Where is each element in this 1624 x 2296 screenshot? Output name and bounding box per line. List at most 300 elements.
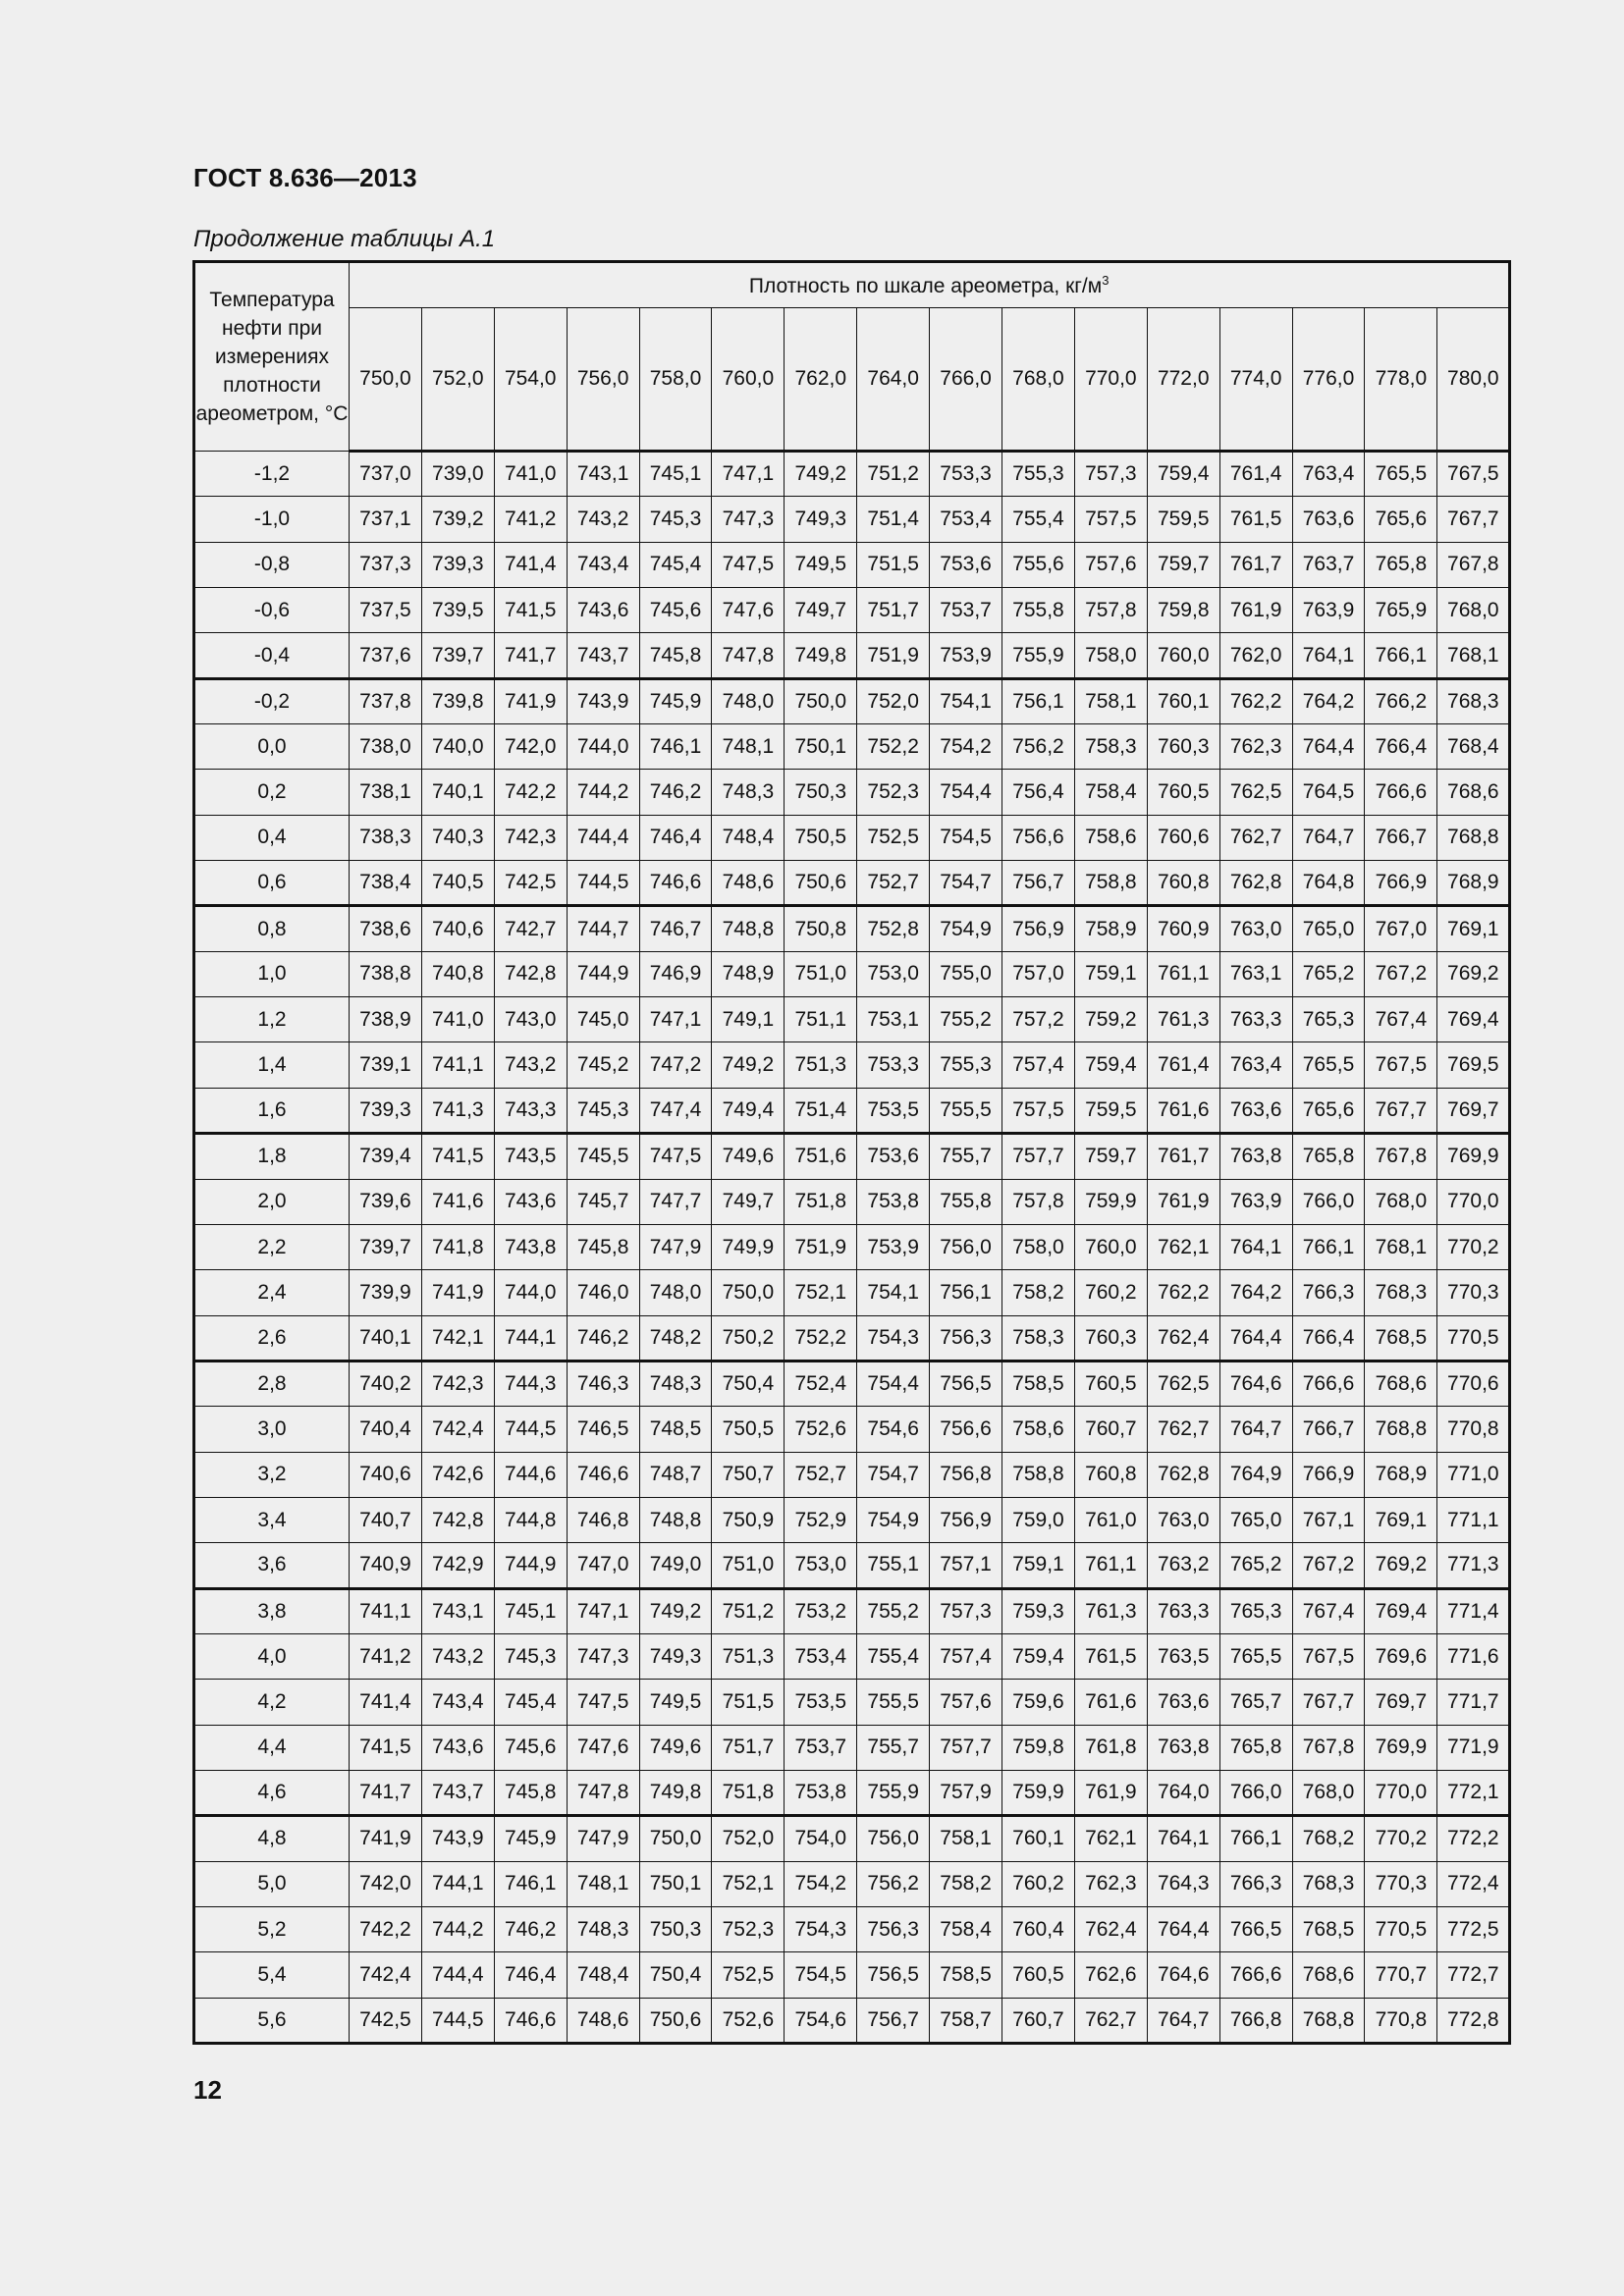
density-cell: 762,7 <box>1147 1407 1219 1452</box>
density-cell: 750,2 <box>712 1315 785 1361</box>
density-cell: 757,4 <box>930 1633 1002 1679</box>
density-cell: 742,5 <box>494 861 567 906</box>
table-row <box>194 1179 1510 1224</box>
density-cell: 770,2 <box>1437 1224 1510 1269</box>
density-cell: 760,0 <box>1074 1224 1147 1269</box>
table-row <box>194 1270 1510 1315</box>
density-cell: 768,6 <box>1437 770 1510 815</box>
density-cell: 740,9 <box>350 1543 422 1588</box>
density-cell: 764,7 <box>1219 1407 1292 1452</box>
density-cell: 752,2 <box>857 724 930 770</box>
density-cell: 764,1 <box>1147 1816 1219 1861</box>
density-cell: 742,0 <box>350 1861 422 1906</box>
density-cell: 753,7 <box>930 588 1002 633</box>
density-cell: 752,3 <box>857 770 930 815</box>
density-cell: 749,2 <box>785 452 857 497</box>
temperature-cell: 4,0 <box>194 1633 350 1679</box>
density-cell: 762,1 <box>1147 1224 1219 1269</box>
density-cell: 763,4 <box>1292 452 1365 497</box>
density-cell: 758,5 <box>930 1952 1002 1998</box>
density-cell: 771,7 <box>1437 1680 1510 1725</box>
density-cell: 737,0 <box>350 452 422 497</box>
density-table <box>192 260 1511 2045</box>
density-cell: 750,9 <box>712 1497 785 1542</box>
density-cell: 768,6 <box>1365 1361 1437 1406</box>
density-cell: 754,6 <box>857 1407 930 1452</box>
density-cell: 739,4 <box>350 1134 422 1179</box>
density-cell: 767,4 <box>1292 1588 1365 1633</box>
density-column-9: 768,0 <box>1002 308 1075 452</box>
temperature-cell: 1,2 <box>194 997 350 1042</box>
density-cell: 748,3 <box>567 1907 639 1952</box>
density-column-4: 758,0 <box>639 308 712 452</box>
density-column-7: 764,0 <box>857 308 930 452</box>
density-cell: 760,3 <box>1147 724 1219 770</box>
density-cell: 756,6 <box>930 1407 1002 1452</box>
density-cell: 757,0 <box>1002 951 1075 996</box>
density-cell: 751,8 <box>712 1770 785 1815</box>
density-cell: 739,5 <box>421 588 494 633</box>
density-cell: 743,7 <box>567 633 639 678</box>
density-cell: 767,7 <box>1365 1088 1437 1133</box>
temperature-cell: -0,6 <box>194 588 350 633</box>
density-cell: 766,2 <box>1365 678 1437 723</box>
density-cell: 761,9 <box>1147 1179 1219 1224</box>
density-cell: 767,5 <box>1437 452 1510 497</box>
density-cell: 741,4 <box>350 1680 422 1725</box>
density-cell: 751,9 <box>785 1224 857 1269</box>
density-cell: 770,6 <box>1437 1361 1510 1406</box>
density-cell: 768,0 <box>1292 1770 1365 1815</box>
density-cell: 756,7 <box>857 1998 930 2043</box>
temperature-cell: 5,6 <box>194 1998 350 2043</box>
table-row <box>194 724 1510 770</box>
density-cell: 739,0 <box>421 452 494 497</box>
density-cell: 756,0 <box>930 1224 1002 1269</box>
density-cell: 762,5 <box>1147 1361 1219 1406</box>
density-cell: 746,1 <box>639 724 712 770</box>
density-cell: 742,5 <box>350 1998 422 2043</box>
density-cell: 756,2 <box>1002 724 1075 770</box>
density-cell: 765,5 <box>1219 1633 1292 1679</box>
density-cell: 769,2 <box>1365 1543 1437 1588</box>
table-row <box>194 815 1510 860</box>
density-cell: 760,8 <box>1074 1452 1147 1497</box>
density-cell: 763,3 <box>1219 997 1292 1042</box>
density-cell: 738,0 <box>350 724 422 770</box>
temperature-cell: 3,2 <box>194 1452 350 1497</box>
density-cell: 766,7 <box>1365 815 1437 860</box>
density-cell: 753,0 <box>785 1543 857 1588</box>
density-cell: 772,1 <box>1437 1770 1510 1815</box>
temperature-cell: 2,2 <box>194 1224 350 1269</box>
density-cell: 737,6 <box>350 633 422 678</box>
density-cell: 753,7 <box>785 1725 857 1770</box>
density-cell: 738,1 <box>350 770 422 815</box>
table-row <box>194 770 1510 815</box>
density-cell: 743,1 <box>567 452 639 497</box>
density-cell: 750,1 <box>639 1861 712 1906</box>
density-cell: 741,2 <box>350 1633 422 1679</box>
density-cell: 765,7 <box>1219 1680 1292 1725</box>
density-cell: 768,3 <box>1437 678 1510 723</box>
density-cell: 749,4 <box>712 1088 785 1133</box>
density-cell: 763,6 <box>1219 1088 1292 1133</box>
table-body <box>194 452 1510 2044</box>
density-cell: 739,3 <box>350 1088 422 1133</box>
temperature-cell: 5,4 <box>194 1952 350 1998</box>
density-cell: 760,5 <box>1147 770 1219 815</box>
density-cell: 750,3 <box>639 1907 712 1952</box>
density-cell: 772,7 <box>1437 1952 1510 1998</box>
density-column-11: 772,0 <box>1147 308 1219 452</box>
density-cell: 747,6 <box>567 1725 639 1770</box>
density-cell: 758,0 <box>1002 1224 1075 1269</box>
density-cell: 743,6 <box>494 1179 567 1224</box>
density-cell: 768,4 <box>1437 724 1510 770</box>
density-cell: 764,4 <box>1147 1907 1219 1952</box>
density-cell: 761,8 <box>1074 1725 1147 1770</box>
density-cell: 750,6 <box>639 1998 712 2043</box>
table-row <box>194 997 1510 1042</box>
density-cell: 753,8 <box>785 1770 857 1815</box>
density-cell: 768,8 <box>1437 815 1510 860</box>
density-cell: 737,5 <box>350 588 422 633</box>
density-cell: 758,0 <box>1074 633 1147 678</box>
density-cell: 757,6 <box>930 1680 1002 1725</box>
density-cell: 763,0 <box>1147 1497 1219 1542</box>
density-cell: 743,2 <box>494 1042 567 1088</box>
density-cell: 762,4 <box>1074 1907 1147 1952</box>
density-cell: 761,6 <box>1147 1088 1219 1133</box>
density-cell: 761,6 <box>1074 1680 1147 1725</box>
density-cell: 744,0 <box>494 1270 567 1315</box>
density-cell: 757,4 <box>1002 1042 1075 1088</box>
density-column-8: 766,0 <box>930 308 1002 452</box>
table-row <box>194 1134 1510 1179</box>
density-cell: 746,2 <box>494 1907 567 1952</box>
density-cell: 752,7 <box>785 1452 857 1497</box>
density-cell: 772,5 <box>1437 1907 1510 1952</box>
density-cell: 755,3 <box>930 1042 1002 1088</box>
density-cell: 757,7 <box>930 1725 1002 1770</box>
density-cell: 755,4 <box>857 1633 930 1679</box>
density-cell: 754,7 <box>930 861 1002 906</box>
density-cell: 743,5 <box>494 1134 567 1179</box>
density-cell: 752,5 <box>712 1952 785 1998</box>
density-cell: 751,0 <box>712 1543 785 1588</box>
density-cell: 742,7 <box>494 906 567 951</box>
density-cell: 753,9 <box>930 633 1002 678</box>
density-cell: 752,9 <box>785 1497 857 1542</box>
density-cell: 763,5 <box>1147 1633 1219 1679</box>
density-cell: 741,4 <box>494 542 567 587</box>
density-cell: 765,5 <box>1292 1042 1365 1088</box>
density-cell: 768,0 <box>1437 588 1510 633</box>
density-cell: 759,2 <box>1074 997 1147 1042</box>
density-cell: 768,3 <box>1365 1270 1437 1315</box>
density-cell: 761,1 <box>1074 1543 1147 1588</box>
density-cell: 741,5 <box>350 1725 422 1770</box>
density-cell: 751,9 <box>857 633 930 678</box>
density-cell: 745,6 <box>494 1725 567 1770</box>
density-column-3: 756,0 <box>567 308 639 452</box>
density-cell: 763,4 <box>1219 1042 1292 1088</box>
density-cell: 769,9 <box>1365 1725 1437 1770</box>
density-cell: 760,1 <box>1002 1816 1075 1861</box>
density-column-15: 780,0 <box>1437 308 1510 452</box>
density-cell: 752,1 <box>785 1270 857 1315</box>
density-cell: 754,5 <box>785 1952 857 1998</box>
density-cell: 761,3 <box>1147 997 1219 1042</box>
density-cell: 744,7 <box>567 906 639 951</box>
density-cell: 759,8 <box>1147 588 1219 633</box>
density-cell: 759,0 <box>1002 1497 1075 1542</box>
density-cell: 745,8 <box>639 633 712 678</box>
temperature-cell: 4,4 <box>194 1725 350 1770</box>
density-cell: 741,1 <box>421 1042 494 1088</box>
density-cell: 764,5 <box>1292 770 1365 815</box>
table-row <box>194 588 1510 633</box>
density-cell: 749,7 <box>712 1179 785 1224</box>
density-cell: 749,0 <box>639 1543 712 1588</box>
density-cell: 745,8 <box>567 1224 639 1269</box>
density-cell: 744,1 <box>494 1315 567 1361</box>
density-cell: 747,2 <box>639 1042 712 1088</box>
density-cell: 743,3 <box>494 1088 567 1133</box>
density-cell: 741,0 <box>421 997 494 1042</box>
density-cell: 765,0 <box>1219 1497 1292 1542</box>
density-cell: 753,3 <box>930 452 1002 497</box>
density-cell: 765,0 <box>1292 906 1365 951</box>
density-cell: 738,6 <box>350 906 422 951</box>
temperature-cell: 3,8 <box>194 1588 350 1633</box>
density-cell: 744,0 <box>567 724 639 770</box>
table-row <box>194 1042 1510 1088</box>
density-cell: 761,5 <box>1219 497 1292 542</box>
density-cell: 743,2 <box>567 497 639 542</box>
density-cell: 756,1 <box>930 1270 1002 1315</box>
density-cell: 765,8 <box>1365 542 1437 587</box>
density-cell: 772,4 <box>1437 1861 1510 1906</box>
density-cell: 771,6 <box>1437 1633 1510 1679</box>
density-cell: 751,5 <box>857 542 930 587</box>
density-cell: 763,7 <box>1292 542 1365 587</box>
density-cell: 762,3 <box>1074 1861 1147 1906</box>
density-cell: 752,0 <box>857 678 930 723</box>
density-cell: 740,6 <box>421 906 494 951</box>
density-cell: 765,6 <box>1365 497 1437 542</box>
density-cell: 743,6 <box>567 588 639 633</box>
density-cell: 769,9 <box>1437 1134 1510 1179</box>
density-cell: 764,8 <box>1292 861 1365 906</box>
density-cell: 765,8 <box>1292 1134 1365 1179</box>
density-header-superscript: 3 <box>1102 272 1110 288</box>
density-cell: 739,1 <box>350 1042 422 1088</box>
density-cell: 762,4 <box>1147 1315 1219 1361</box>
table-row <box>194 1725 1510 1770</box>
density-cell: 752,0 <box>712 1816 785 1861</box>
density-cell: 762,7 <box>1074 1998 1147 2043</box>
density-cell: 742,1 <box>421 1315 494 1361</box>
density-cell: 768,9 <box>1437 861 1510 906</box>
density-cell: 741,3 <box>421 1088 494 1133</box>
density-cell: 746,2 <box>639 770 712 815</box>
table-row <box>194 678 1510 723</box>
density-cell: 745,0 <box>567 997 639 1042</box>
density-cell: 762,3 <box>1219 724 1292 770</box>
density-cell: 760,1 <box>1147 678 1219 723</box>
density-cell: 756,6 <box>1002 815 1075 860</box>
temperature-cell: 0,6 <box>194 861 350 906</box>
density-cell: 742,2 <box>494 770 567 815</box>
density-cell: 754,4 <box>930 770 1002 815</box>
density-cell: 745,9 <box>494 1816 567 1861</box>
density-cell: 753,9 <box>857 1224 930 1269</box>
density-cell: 761,4 <box>1219 452 1292 497</box>
density-cell: 745,4 <box>494 1680 567 1725</box>
density-cell: 757,1 <box>930 1543 1002 1588</box>
density-cell: 763,0 <box>1219 906 1292 951</box>
density-column-14: 778,0 <box>1365 308 1437 452</box>
density-cell: 740,8 <box>421 951 494 996</box>
density-cell: 768,1 <box>1437 633 1510 678</box>
density-cell: 767,7 <box>1437 497 1510 542</box>
density-cell: 747,6 <box>712 588 785 633</box>
temperature-cell: 2,0 <box>194 1179 350 1224</box>
density-cell: 749,3 <box>785 497 857 542</box>
density-cell: 755,3 <box>1002 452 1075 497</box>
density-cell: 756,9 <box>1002 906 1075 951</box>
density-cell: 743,7 <box>421 1770 494 1815</box>
density-cell: 760,7 <box>1074 1407 1147 1452</box>
density-cell: 758,4 <box>1074 770 1147 815</box>
density-cell: 744,5 <box>421 1998 494 2043</box>
table-row <box>194 1361 1510 1406</box>
density-cell: 744,4 <box>567 815 639 860</box>
density-cell: 755,6 <box>1002 542 1075 587</box>
density-cell: 764,7 <box>1292 815 1365 860</box>
density-cell: 741,9 <box>494 678 567 723</box>
density-cell: 751,3 <box>785 1042 857 1088</box>
density-cell: 767,8 <box>1292 1725 1365 1770</box>
density-cell: 755,7 <box>857 1725 930 1770</box>
temperature-cell: 1,8 <box>194 1134 350 1179</box>
density-cell: 750,8 <box>785 906 857 951</box>
density-cell: 760,2 <box>1074 1270 1147 1315</box>
density-cell: 758,8 <box>1074 861 1147 906</box>
density-cell: 754,1 <box>857 1270 930 1315</box>
density-cell: 747,5 <box>712 542 785 587</box>
density-cell: 758,3 <box>1002 1315 1075 1361</box>
density-cell: 740,2 <box>350 1361 422 1406</box>
density-cell: 759,5 <box>1074 1088 1147 1133</box>
density-cell: 764,1 <box>1292 633 1365 678</box>
temperature-cell: 5,2 <box>194 1907 350 1952</box>
density-cell: 765,6 <box>1292 1088 1365 1133</box>
density-cell: 743,2 <box>421 1633 494 1679</box>
density-cell: 762,2 <box>1147 1270 1219 1315</box>
density-cell: 765,3 <box>1292 997 1365 1042</box>
density-cell: 743,6 <box>421 1725 494 1770</box>
density-cell: 749,6 <box>639 1725 712 1770</box>
density-cell: 744,3 <box>494 1361 567 1406</box>
density-cell: 762,8 <box>1219 861 1292 906</box>
table-row <box>194 1224 1510 1269</box>
density-cell: 753,6 <box>930 542 1002 587</box>
density-cell: 755,2 <box>930 997 1002 1042</box>
density-cell: 758,4 <box>930 1907 1002 1952</box>
density-cell: 755,0 <box>930 951 1002 996</box>
temperature-cell: 0,0 <box>194 724 350 770</box>
density-cell: 757,3 <box>930 1588 1002 1633</box>
density-cell: 743,9 <box>567 678 639 723</box>
table-row <box>194 1497 1510 1542</box>
density-cell: 746,4 <box>494 1952 567 1998</box>
density-cell: 737,8 <box>350 678 422 723</box>
density-cell: 755,9 <box>857 1770 930 1815</box>
density-cell: 746,8 <box>567 1497 639 1542</box>
density-cell: 769,1 <box>1437 906 1510 951</box>
temperature-column-header: Температура нефти при измерениях плотности ареометром, °С <box>194 262 350 452</box>
density-cell: 743,4 <box>421 1680 494 1725</box>
density-cell: 741,8 <box>421 1224 494 1269</box>
density-cell: 758,2 <box>1002 1270 1075 1315</box>
density-cell: 750,6 <box>785 861 857 906</box>
density-cell: 766,6 <box>1365 770 1437 815</box>
density-cell: 772,2 <box>1437 1816 1510 1861</box>
density-cell: 739,2 <box>421 497 494 542</box>
density-cell: 762,5 <box>1219 770 1292 815</box>
density-cell: 751,8 <box>785 1179 857 1224</box>
density-cell: 752,7 <box>857 861 930 906</box>
density-cell: 755,4 <box>1002 497 1075 542</box>
density-cell: 741,6 <box>421 1179 494 1224</box>
density-cell: 748,4 <box>712 815 785 860</box>
density-cell: 758,8 <box>1002 1452 1075 1497</box>
density-cell: 767,5 <box>1365 1042 1437 1088</box>
density-cell: 751,7 <box>712 1725 785 1770</box>
density-cell: 769,7 <box>1437 1088 1510 1133</box>
density-cell: 768,9 <box>1365 1452 1437 1497</box>
table-caption: Продолжение таблицы А.1 <box>193 226 496 252</box>
density-cell: 765,8 <box>1219 1725 1292 1770</box>
density-cell: 750,5 <box>785 815 857 860</box>
density-cell: 759,5 <box>1147 497 1219 542</box>
density-cell: 756,3 <box>930 1315 1002 1361</box>
density-cell: 745,1 <box>639 452 712 497</box>
table-header <box>194 262 1510 452</box>
density-cell: 748,2 <box>639 1315 712 1361</box>
density-cell: 755,9 <box>1002 633 1075 678</box>
density-cell: 767,1 <box>1292 1497 1365 1542</box>
temperature-cell: 4,8 <box>194 1816 350 1861</box>
density-cell: 758,7 <box>930 1998 1002 2043</box>
density-cell: 766,0 <box>1219 1770 1292 1815</box>
density-cell: 761,0 <box>1074 1497 1147 1542</box>
density-cell: 756,2 <box>857 1861 930 1906</box>
density-cell: 750,0 <box>712 1270 785 1315</box>
density-cell: 739,7 <box>421 633 494 678</box>
density-cell: 745,7 <box>567 1179 639 1224</box>
density-cell: 747,0 <box>567 1543 639 1588</box>
density-cell: 754,4 <box>857 1361 930 1406</box>
density-cell: 743,8 <box>494 1224 567 1269</box>
density-cell: 748,5 <box>639 1407 712 1452</box>
density-cell: 767,2 <box>1292 1543 1365 1588</box>
temperature-cell: 1,0 <box>194 951 350 996</box>
density-cell: 772,8 <box>1437 1998 1510 2043</box>
